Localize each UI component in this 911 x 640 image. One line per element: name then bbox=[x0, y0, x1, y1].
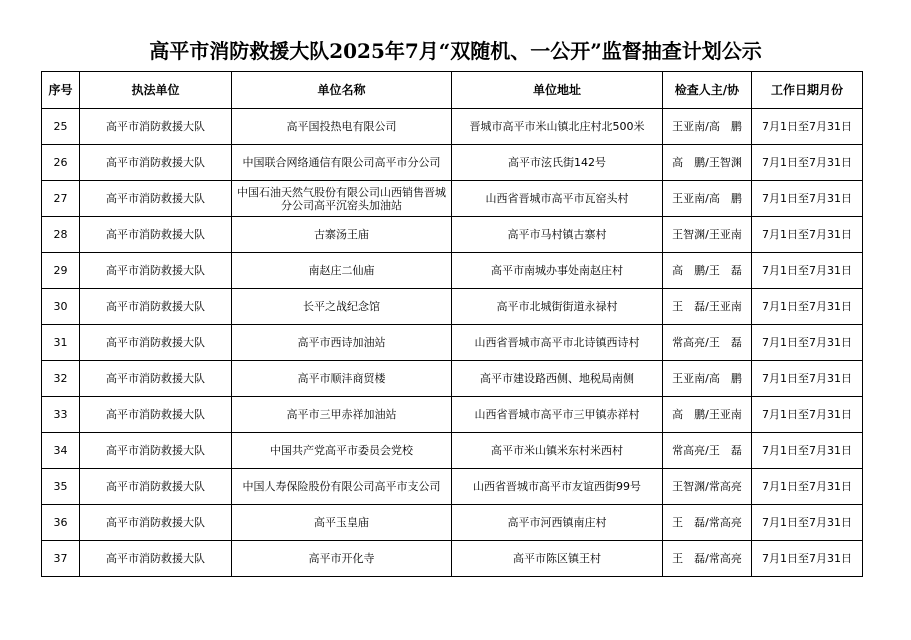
cell-enforcement-unit: 高平市消防救援大队 bbox=[80, 469, 232, 505]
cell-unit-address: 高平市北城街街道永禄村 bbox=[452, 289, 663, 325]
cell-unit-name: 高平玉皇庙 bbox=[232, 505, 452, 541]
table-header-row bbox=[42, 72, 863, 109]
cell-work-period: 7月1日至7月31日 bbox=[752, 325, 863, 361]
cell-work-period: 7月1日至7月31日 bbox=[752, 361, 863, 397]
cell-inspectors: 王 磊/王亚南 bbox=[663, 289, 752, 325]
cell-seq: 28 bbox=[42, 217, 80, 253]
cell-seq: 29 bbox=[42, 253, 80, 289]
header-unit-name: 单位名称 bbox=[232, 72, 452, 109]
cell-seq: 33 bbox=[42, 397, 80, 433]
table-row bbox=[42, 469, 863, 505]
cell-enforcement-unit: 高平市消防救援大队 bbox=[80, 397, 232, 433]
cell-enforcement-unit: 高平市消防救援大队 bbox=[80, 325, 232, 361]
cell-seq: 36 bbox=[42, 505, 80, 541]
cell-unit-address: 高平市泫氏街142号 bbox=[452, 145, 663, 181]
cell-enforcement-unit: 高平市消防救援大队 bbox=[80, 253, 232, 289]
cell-seq: 32 bbox=[42, 361, 80, 397]
cell-unit-address: 山西省晋城市高平市三甲镇赤祥村 bbox=[452, 397, 663, 433]
cell-seq: 34 bbox=[42, 433, 80, 469]
table-row bbox=[42, 397, 863, 433]
cell-seq: 35 bbox=[42, 469, 80, 505]
cell-seq: 30 bbox=[42, 289, 80, 325]
cell-unit-address: 晋城市高平市米山镇北庄村北500米 bbox=[452, 109, 663, 145]
table-row bbox=[42, 505, 863, 541]
cell-seq: 26 bbox=[42, 145, 80, 181]
cell-unit-name: 高平市西诗加油站 bbox=[232, 325, 452, 361]
cell-unit-name: 中国共产党高平市委员会党校 bbox=[232, 433, 452, 469]
cell-work-period: 7月1日至7月31日 bbox=[752, 469, 863, 505]
cell-unit-address: 高平市南城办事处南赵庄村 bbox=[452, 253, 663, 289]
cell-work-period: 7月1日至7月31日 bbox=[752, 289, 863, 325]
header-enforcement-unit: 执法单位 bbox=[80, 72, 232, 109]
cell-seq: 25 bbox=[42, 109, 80, 145]
cell-unit-address: 高平市河西镇南庄村 bbox=[452, 505, 663, 541]
cell-work-period: 7月1日至7月31日 bbox=[752, 145, 863, 181]
cell-seq: 31 bbox=[42, 325, 80, 361]
cell-unit-name: 古寨汤王庙 bbox=[232, 217, 452, 253]
cell-work-period: 7月1日至7月31日 bbox=[752, 541, 863, 577]
cell-enforcement-unit: 高平市消防救援大队 bbox=[80, 433, 232, 469]
table-row bbox=[42, 541, 863, 577]
table-row bbox=[42, 253, 863, 289]
cell-unit-address: 高平市马村镇古寨村 bbox=[452, 217, 663, 253]
table-row bbox=[42, 181, 863, 217]
header-seq: 序号 bbox=[42, 72, 80, 109]
cell-unit-name: 高平国投热电有限公司 bbox=[232, 109, 452, 145]
cell-inspectors: 常高亮/王 磊 bbox=[663, 433, 752, 469]
cell-work-period: 7月1日至7月31日 bbox=[752, 433, 863, 469]
cell-work-period: 7月1日至7月31日 bbox=[752, 505, 863, 541]
table-row bbox=[42, 325, 863, 361]
cell-unit-address: 高平市米山镇米东村米西村 bbox=[452, 433, 663, 469]
cell-unit-name: 中国石油天然气股份有限公司山西销售晋城分公司高平沉窑头加油站 bbox=[232, 181, 452, 217]
cell-inspectors: 王亚南/高 鹏 bbox=[663, 181, 752, 217]
cell-work-period: 7月1日至7月31日 bbox=[752, 217, 863, 253]
page-title: 高平市消防救援大队2025年7月“双随机、一公开”监督抽查计划公示 bbox=[149, 39, 762, 63]
header-inspectors: 检查人主/协 bbox=[663, 72, 752, 109]
cell-unit-name: 中国人寿保险股份有限公司高平市支公司 bbox=[232, 469, 452, 505]
cell-work-period: 7月1日至7月31日 bbox=[752, 181, 863, 217]
cell-inspectors: 王智渊/常高亮 bbox=[663, 469, 752, 505]
table-row bbox=[42, 433, 863, 469]
cell-unit-address: 高平市陈区镇王村 bbox=[452, 541, 663, 577]
table-row bbox=[42, 289, 863, 325]
cell-inspectors: 王 磊/常高亮 bbox=[663, 505, 752, 541]
cell-enforcement-unit: 高平市消防救援大队 bbox=[80, 541, 232, 577]
table-row bbox=[42, 217, 863, 253]
cell-unit-address: 山西省晋城市高平市北诗镇西诗村 bbox=[452, 325, 663, 361]
cell-inspectors: 常高亮/王 磊 bbox=[663, 325, 752, 361]
cell-work-period: 7月1日至7月31日 bbox=[752, 397, 863, 433]
cell-enforcement-unit: 高平市消防救援大队 bbox=[80, 217, 232, 253]
cell-unit-name: 高平市开化寺 bbox=[232, 541, 452, 577]
cell-work-period: 7月1日至7月31日 bbox=[752, 109, 863, 145]
cell-enforcement-unit: 高平市消防救援大队 bbox=[80, 505, 232, 541]
cell-inspectors: 高 鹏/王 磊 bbox=[663, 253, 752, 289]
table-row bbox=[42, 145, 863, 181]
cell-inspectors: 高 鹏/王亚南 bbox=[663, 397, 752, 433]
table-row bbox=[42, 361, 863, 397]
cell-work-period: 7月1日至7月31日 bbox=[752, 253, 863, 289]
header-unit-address: 单位地址 bbox=[452, 72, 663, 109]
cell-inspectors: 高 鹏/王智渊 bbox=[663, 145, 752, 181]
cell-unit-name: 南赵庄二仙庙 bbox=[232, 253, 452, 289]
cell-unit-address: 山西省晋城市高平市友谊西街99号 bbox=[452, 469, 663, 505]
cell-enforcement-unit: 高平市消防救援大队 bbox=[80, 361, 232, 397]
cell-unit-name: 高平市三甲赤祥加油站 bbox=[232, 397, 452, 433]
cell-seq: 37 bbox=[42, 541, 80, 577]
cell-unit-name: 长平之战纪念馆 bbox=[232, 289, 452, 325]
cell-enforcement-unit: 高平市消防救援大队 bbox=[80, 289, 232, 325]
cell-enforcement-unit: 高平市消防救援大队 bbox=[80, 181, 232, 217]
cell-unit-name: 高平市顺沣商贸楼 bbox=[232, 361, 452, 397]
cell-seq: 27 bbox=[42, 181, 80, 217]
cell-enforcement-unit: 高平市消防救援大队 bbox=[80, 145, 232, 181]
cell-unit-address: 山西省晋城市高平市瓦窑头村 bbox=[452, 181, 663, 217]
cell-inspectors: 王亚南/高 鹏 bbox=[663, 109, 752, 145]
inspection-plan-table bbox=[41, 71, 863, 577]
cell-inspectors: 王 磊/常高亮 bbox=[663, 541, 752, 577]
cell-enforcement-unit: 高平市消防救援大队 bbox=[80, 109, 232, 145]
cell-unit-address: 高平市建设路西侧、地税局南侧 bbox=[452, 361, 663, 397]
cell-inspectors: 王智渊/王亚南 bbox=[663, 217, 752, 253]
header-work-period: 工作日期月份 bbox=[752, 72, 863, 109]
table-row bbox=[42, 109, 863, 145]
cell-unit-name: 中国联合网络通信有限公司高平市分公司 bbox=[232, 145, 452, 181]
cell-inspectors: 王亚南/高 鹏 bbox=[663, 361, 752, 397]
